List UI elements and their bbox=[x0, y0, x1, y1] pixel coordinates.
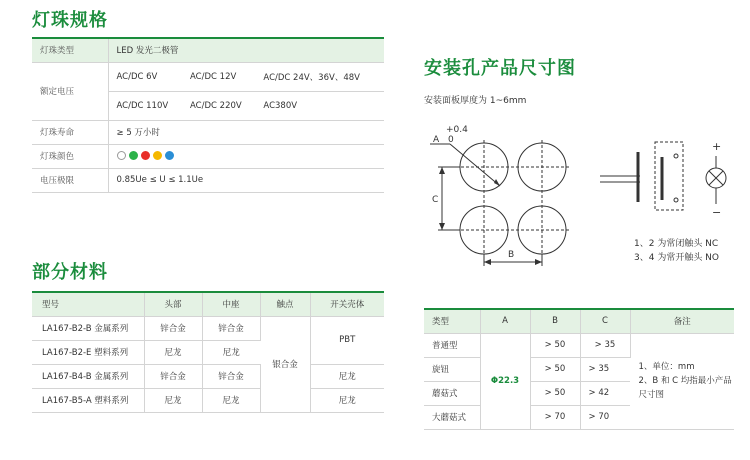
materials-table bbox=[32, 291, 384, 413]
color-dot-yellow bbox=[153, 151, 162, 160]
color-label: 灯珠颜色 bbox=[32, 144, 108, 168]
base-cell: 尼龙 bbox=[202, 388, 260, 412]
col-header: 头部 bbox=[144, 292, 202, 316]
col-header: 备注 bbox=[630, 309, 734, 333]
base-cell: 锌合金 bbox=[202, 364, 260, 388]
model-cell: LA167-B2-E 塑料系列 bbox=[32, 340, 144, 364]
label-a: A bbox=[433, 135, 440, 145]
voltage-cell: AC/DC 12V bbox=[182, 62, 255, 91]
type-cell: 大蘑菇式 bbox=[424, 405, 480, 429]
col-header: 型号 bbox=[32, 292, 144, 316]
model-cell: LA167-B2-B 金属系列 bbox=[32, 316, 144, 340]
contact-cell: 银合金 bbox=[260, 316, 310, 412]
color-dot-green bbox=[129, 151, 138, 160]
color-dots bbox=[108, 144, 384, 168]
dim-tol: +0.4 bbox=[446, 125, 468, 135]
type-label: 灯珠类型 bbox=[32, 38, 108, 62]
table-row bbox=[32, 388, 384, 412]
c-cell: > 70 bbox=[580, 405, 630, 429]
voltage-cell: AC/DC 6V bbox=[108, 62, 182, 91]
life-label: 灯珠寿命 bbox=[32, 120, 108, 144]
c-cell: > 35 bbox=[580, 333, 630, 357]
a-value-cell: Φ22.3 bbox=[480, 333, 530, 429]
col-header: 类型 bbox=[424, 309, 480, 333]
color-dot-blue bbox=[165, 151, 174, 160]
limit-label: 电压极限 bbox=[32, 168, 108, 192]
table-header-row bbox=[32, 292, 384, 316]
table-row bbox=[32, 364, 384, 388]
shell-cell: PBT bbox=[310, 316, 384, 364]
life-value: ≥ 5 万小时 bbox=[108, 120, 384, 144]
base-cell: 尼龙 bbox=[202, 340, 260, 364]
label-c: C bbox=[432, 195, 439, 205]
head-cell: 锌合金 bbox=[144, 316, 202, 340]
model-cell: LA167-B4-B 金属系列 bbox=[32, 364, 144, 388]
shell-cell: 尼龙 bbox=[310, 364, 384, 388]
type-value: LED 发光二极管 bbox=[108, 38, 384, 62]
col-header: 中座 bbox=[202, 292, 260, 316]
materials-title: 部分材料 bbox=[32, 262, 108, 283]
table-row bbox=[32, 316, 384, 340]
note-2: 2、B 和 C 均指最小产品尺寸图 bbox=[638, 376, 732, 400]
table-row bbox=[32, 144, 384, 168]
table-header-row bbox=[424, 309, 734, 333]
label-b: B bbox=[508, 250, 515, 260]
type-cell: 蘑菇式 bbox=[424, 381, 480, 405]
b-cell: > 70 bbox=[530, 405, 580, 429]
minus-sign: − bbox=[712, 206, 722, 219]
table-row bbox=[32, 120, 384, 144]
model-cell: LA167-B5-A 塑料系列 bbox=[32, 388, 144, 412]
base-cell: 锌合金 bbox=[202, 316, 260, 340]
col-header: 触点 bbox=[260, 292, 310, 316]
color-dot-red bbox=[141, 151, 150, 160]
shell-cell: 尼龙 bbox=[310, 388, 384, 412]
bead-spec-title: 灯珠规格 bbox=[32, 10, 108, 31]
col-header: 开关壳体 bbox=[310, 292, 384, 316]
table-row bbox=[424, 333, 734, 357]
head-cell: 锌合金 bbox=[144, 364, 202, 388]
plus-sign: + bbox=[712, 140, 722, 153]
voltage-cell: AC380V bbox=[255, 91, 384, 120]
b-cell: > 50 bbox=[530, 357, 580, 381]
col-header: B bbox=[530, 309, 580, 333]
b-cell: > 50 bbox=[530, 381, 580, 405]
table-row bbox=[32, 38, 384, 62]
install-title: 安装孔产品尺寸图 bbox=[424, 58, 576, 79]
voltage-cell: AC/DC 110V bbox=[108, 91, 182, 120]
panel-note: 安装面板厚度为 1~6mm bbox=[424, 96, 527, 106]
c-cell: > 42 bbox=[580, 381, 630, 405]
voltage-label: 额定电压 bbox=[32, 62, 108, 120]
b-cell: > 50 bbox=[530, 333, 580, 357]
head-cell: 尼龙 bbox=[144, 340, 202, 364]
limit-value: 0.85Ue ≤ U ≤ 1.1Ue bbox=[108, 168, 384, 192]
bead-spec-table bbox=[32, 37, 384, 193]
voltage-cell: AC/DC 24V、36V、48V bbox=[255, 62, 384, 91]
note-1: 1、单位：mm bbox=[638, 362, 695, 372]
table-row bbox=[32, 168, 384, 192]
table-row bbox=[32, 62, 384, 91]
dim-zero: 0 bbox=[448, 135, 454, 145]
col-header: C bbox=[580, 309, 630, 333]
col-header: A bbox=[480, 309, 530, 333]
dimensions-table bbox=[424, 308, 734, 430]
nc-note: 1、2 为常闭触头 NC bbox=[634, 239, 719, 249]
color-dot-white bbox=[117, 151, 126, 160]
c-cell: > 35 bbox=[580, 357, 630, 381]
type-cell: 普通型 bbox=[424, 333, 480, 357]
note-cell bbox=[630, 333, 734, 429]
voltage-cell: AC/DC 220V bbox=[182, 91, 255, 120]
type-cell: 旋钮 bbox=[424, 357, 480, 381]
head-cell: 尼龙 bbox=[144, 388, 202, 412]
no-note: 3、4 为常开触头 NO bbox=[634, 253, 719, 263]
